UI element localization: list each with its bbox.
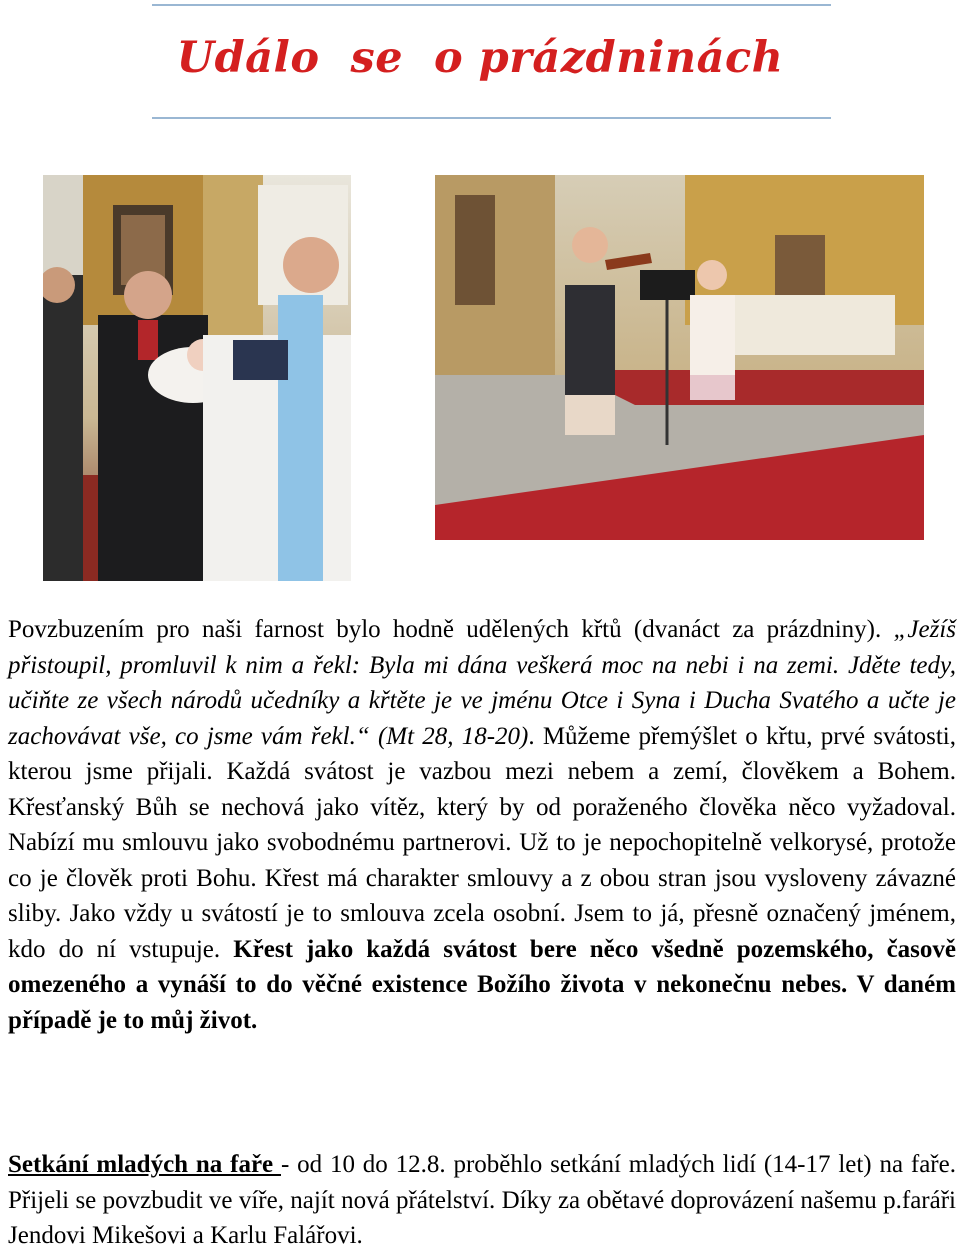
meeting-paragraph <box>8 1147 956 1254</box>
baptism-photo <box>43 175 351 581</box>
article-intro: Povzbuzením pro naši farnost bylo hodně udělených křtů (dvanáct za prázdniny). <box>8 616 894 643</box>
article-body: . Můžeme přemýšlet o křtu, prvé svátosti, kterou jsme přijali. Každá svátost je vazbou mezi nebem a zemí, člověkem a Bohem. Křesťanský Bůh se nechová jako vítěz, který by od poraženého člověka něco vyžadoval. Nabízí mu smlouvu jako svobodnému partnerovi. Už to je nepochopitelně velkorysé, protože co je člověk proti Bohu. Křest má charakter smlouvy a z obou stran jsou vysloveny závazné sliby. Jako vždy u svátostí je to smlouva zcela osobní. Jsem to já, přesně označený jménem, kdo do ní vstupuje. <box>8 722 956 963</box>
article-paragraph <box>8 612 956 1038</box>
top-divider <box>152 4 831 6</box>
bottom-divider <box>152 117 831 119</box>
meeting-heading: Setkání mladých na faře <box>8 1151 281 1178</box>
meeting-text: - od 10 do 12.8. proběhlo setkání mladých lidí (14-17 let) na faře. Přijeli se povzbudit ve víře, najít nová přátelství. Díky za obětavé doprovázení našemu p.faráři Jendovi Mikešovi a Karlu Falářovi. <box>8 1151 956 1249</box>
bible-quote: „Ježíš přistoupil, promluvil k nim a řekl: Byla mi dána veškerá moc na nebi i na zemi. Jděte tedy, učiňte ze všech národů učedníky a křtěte je ve jménu Otce i Syna i Ducha Svatého a učte je zachovávat vše, co jsme vám řekl.“ (Mt 28, 18-20) <box>8 616 956 750</box>
musicians-photo <box>435 175 924 540</box>
page-title: Událo se o prázdninách <box>176 33 784 83</box>
article-emphasis: Křest jako každá svátost bere něco všedně pozemského, časově omezeného a vynáší to do věčné existence Božího života v nekonečnu nebes. V daném případě je to můj život. <box>8 935 956 1034</box>
